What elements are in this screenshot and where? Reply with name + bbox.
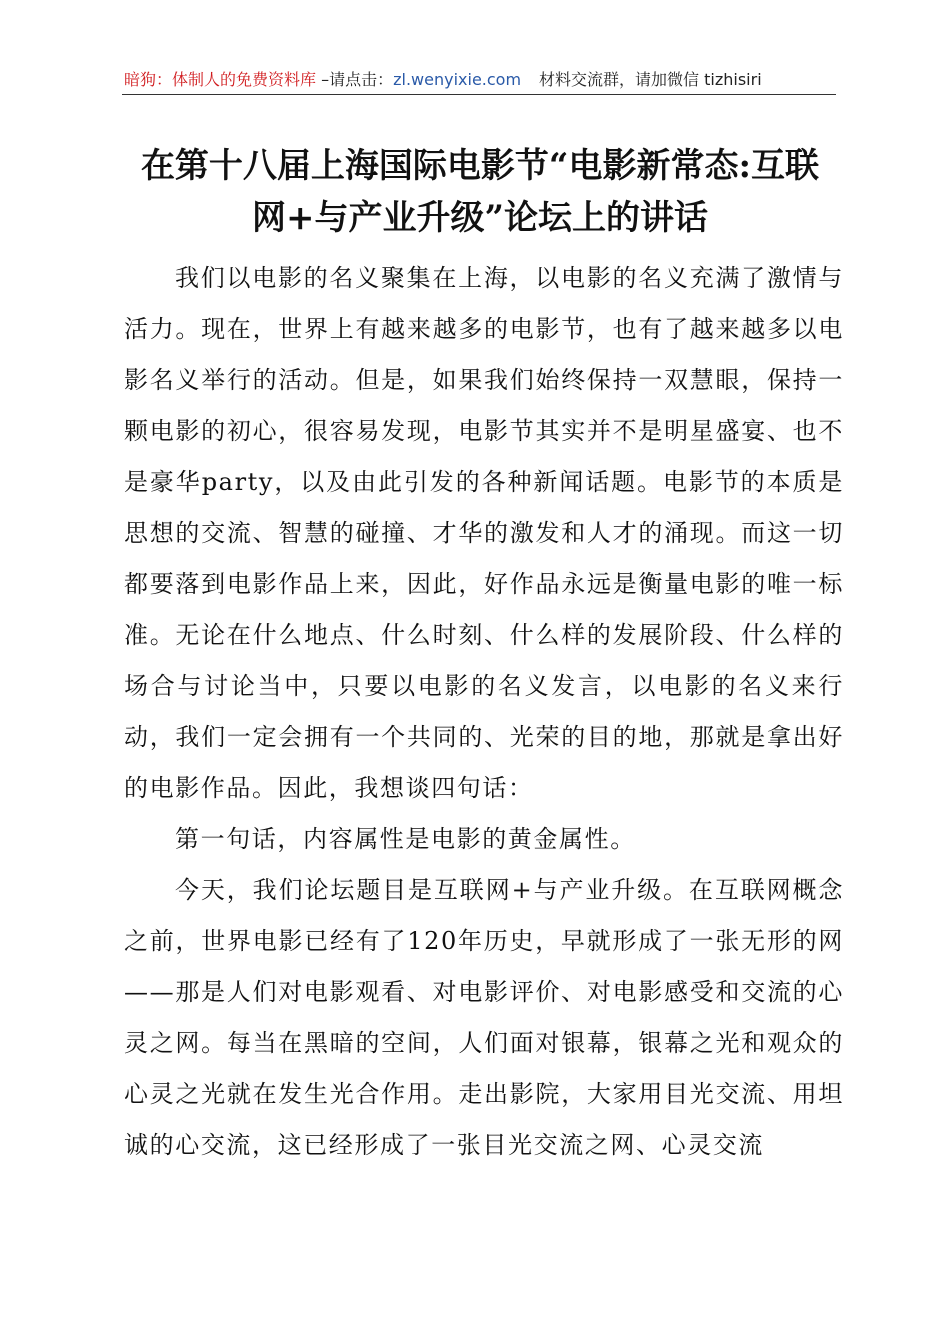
paragraph: 我们以电影的名义聚集在上海，以电影的名义充满了激情与活力。现在，世界上有越来越多的电影节，也有了越来越多以电影名义举行的活动。但是，如果我们始终保持一双慧眼，保持一颗电影的初心，很容易发现，电影节其实并不是明星盛宴、也不是豪华party，以及由此引发的各种新闻话题。电影节的本质是思想的交流、智慧的碰撞、才华的激发和人才的涌现。而这一切都要落到电影作品上来，因此，好作品永远是衡量电影的唯一标准。无论在什么地点、什么时刻、什么样的发展阶段、什么样的场合与讨论当中，只要以电影的名义发言，以电影的名义来行动，我们一定会拥有一个共同的、光荣的目的地，那就是拿出好的电影作品。因此，我想谈四句话： [124, 264, 844, 802]
header-divider [122, 94, 836, 95]
header-url-link[interactable]: zl.wenyixie.com [393, 70, 522, 89]
paragraph: 第一句话，内容属性是电影的黄金属性。 [175, 825, 636, 853]
document-body [124, 253, 844, 1171]
paragraph: 今天，我们论坛题目是互联网+与产业升级。在互联网概念之前，世界电影已经有了120年历史，早就形成了一张无形的网——那是人们对电影观看、对电影评价、对电影感受和交流的心灵之网。每当在黑暗的空间，人们面对银幕，银幕之光和观众的心灵之光就在发生光合作用。走出影院，大家用目光交流、用坦诚的心交流，这已经形成了一张目光交流之网、心灵交流 [124, 876, 844, 1159]
document-title [110, 140, 850, 244]
title-line-1: 在第十八届上海国际电影节“电影新常态:互联 [140, 146, 820, 186]
title-line-2: 网+与产业升级”论坛上的讲话 [251, 198, 709, 238]
header-contact: 材料交流群，请加微信 tizhisiri [539, 70, 762, 89]
header-brand: 暗狗：体制人的免费资料库 [124, 70, 317, 89]
page-header [124, 68, 836, 92]
header-prompt: –请点击： [316, 70, 394, 89]
